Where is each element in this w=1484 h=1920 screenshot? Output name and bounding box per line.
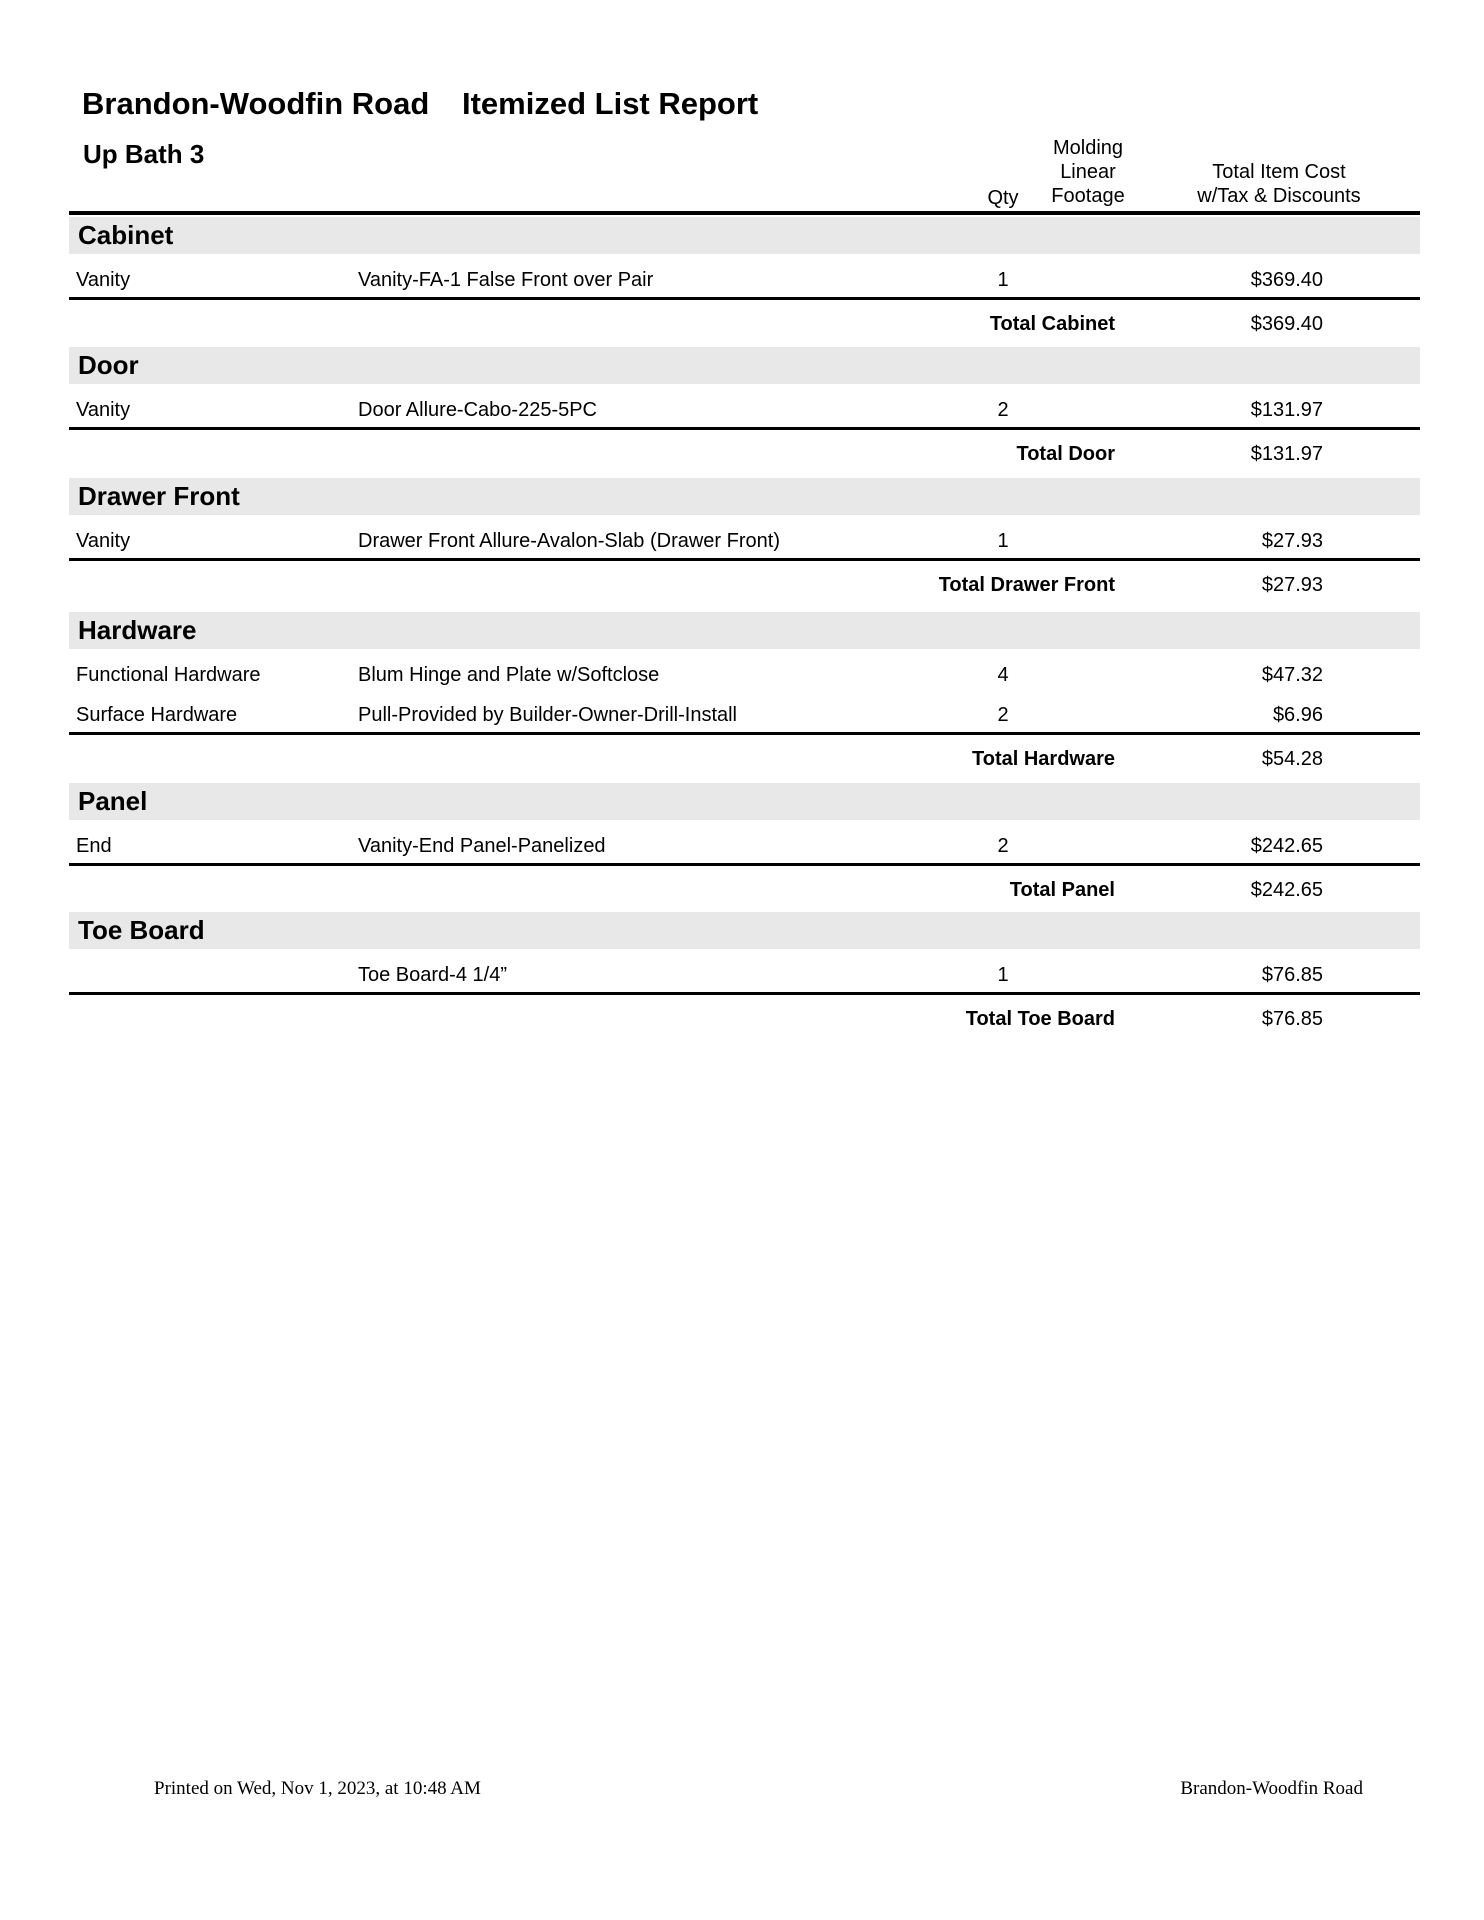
- item-cost: $242.65: [1250, 834, 1323, 857]
- section-rule: [69, 558, 1420, 561]
- section-rule: [69, 863, 1420, 866]
- section-total-row: [69, 309, 1420, 339]
- section-rule: [69, 297, 1420, 300]
- section-total-label: Total Hardware: [972, 747, 1115, 770]
- item-cost: $47.32: [1261, 663, 1323, 686]
- column-header-molding-line1: Molding: [1052, 137, 1124, 159]
- section-total-row: [69, 744, 1420, 774]
- column-header-total-cost: [1138, 160, 1420, 208]
- column-header-total-cost-line1: Total Item Cost: [1212, 161, 1346, 183]
- section-total-label: Total Door: [1016, 442, 1115, 465]
- section-header-band: [69, 783, 1420, 820]
- section-total-label: Total Toe Board: [965, 1007, 1115, 1030]
- section-title: Door: [78, 350, 139, 380]
- section-title: Drawer Front: [78, 481, 240, 511]
- item-type: Vanity: [76, 268, 131, 291]
- page-title-project: Brandon-Woodfin Road: [82, 86, 430, 121]
- item-description: Door Allure-Cabo-225-5PC: [358, 398, 598, 421]
- item-qty: 2: [997, 834, 1009, 857]
- section-header-band: [69, 612, 1420, 649]
- page-title-report-type: Itemized List Report: [462, 86, 759, 121]
- section-total-label: Total Cabinet: [989, 312, 1115, 335]
- item-description: Vanity-End Panel-Panelized: [358, 834, 606, 857]
- item-description: Pull-Provided by Builder-Owner-Drill-Install: [358, 703, 738, 726]
- item-description: Vanity-FA-1 False Front over Pair: [358, 268, 654, 291]
- column-header-qty: Qty: [987, 187, 1019, 209]
- section-total-value: $27.93: [1261, 573, 1323, 596]
- section-header-band: [69, 347, 1420, 384]
- table-row: [69, 264, 1420, 296]
- section-rule: [69, 992, 1420, 995]
- item-qty: 4: [997, 663, 1009, 686]
- section-total-row: [69, 570, 1420, 600]
- item-cost: $76.85: [1261, 963, 1323, 986]
- item-qty: 1: [997, 268, 1009, 291]
- item-description: Drawer Front Allure-Avalon-Slab (Drawer Front): [358, 529, 780, 552]
- table-row: [69, 525, 1420, 557]
- item-type: Surface Hardware: [76, 703, 238, 726]
- section-total-row: [69, 875, 1420, 905]
- item-cost: $6.96: [1272, 703, 1323, 726]
- item-qty: 2: [997, 703, 1009, 726]
- item-description: Toe Board-4 1/4”: [358, 963, 507, 986]
- header-rule: [69, 211, 1420, 215]
- section-total-value: $369.40: [1250, 312, 1323, 335]
- section-title: Cabinet: [78, 220, 174, 250]
- section-total-value: $131.97: [1250, 442, 1323, 465]
- section-header-band: [69, 912, 1420, 949]
- section-title: Panel: [78, 786, 148, 816]
- section-header-band: [69, 478, 1420, 515]
- section-total-row: [69, 1004, 1420, 1034]
- table-row: [69, 959, 1420, 991]
- section-total-label: Total Drawer Front: [938, 573, 1115, 596]
- section-title: Hardware: [78, 615, 197, 645]
- item-cost: $27.93: [1261, 529, 1323, 552]
- table-row: [69, 699, 1420, 731]
- item-qty: 1: [997, 529, 1009, 552]
- item-cost: $131.97: [1250, 398, 1323, 421]
- room-title: Up Bath 3: [83, 139, 205, 169]
- section-rule: [69, 732, 1420, 735]
- table-row: [69, 659, 1420, 691]
- section-title: Toe Board: [78, 915, 205, 945]
- item-type: Vanity: [76, 398, 131, 421]
- section-rule: [69, 427, 1420, 430]
- column-header-molding-line2: Linear: [1060, 161, 1116, 183]
- section-total-label: Total Panel: [1009, 878, 1115, 901]
- item-description: Blum Hinge and Plate w/Softclose: [358, 663, 660, 686]
- section-header-band: [69, 217, 1420, 254]
- column-header-molding-line3: Footage: [1051, 185, 1125, 207]
- item-type: End: [76, 834, 112, 857]
- item-type: Vanity: [76, 529, 131, 552]
- item-cost: $369.40: [1250, 268, 1323, 291]
- table-row: [69, 394, 1420, 426]
- item-type: Functional Hardware: [76, 663, 261, 686]
- item-qty: 1: [997, 963, 1009, 986]
- section-total-row: [69, 439, 1420, 469]
- footer-project-name: Brandon-Woodfin Road: [1180, 1778, 1363, 1799]
- section-total-value: $242.65: [1250, 878, 1323, 901]
- table-row: [69, 830, 1420, 862]
- item-qty: 2: [997, 398, 1009, 421]
- column-header-molding: [1038, 136, 1138, 208]
- footer-printed-timestamp: Printed on Wed, Nov 1, 2023, at 10:48 AM: [154, 1778, 481, 1799]
- section-total-value: $54.28: [1261, 747, 1323, 770]
- column-header-total-cost-line2: w/Tax & Discounts: [1197, 185, 1361, 207]
- section-total-value: $76.85: [1261, 1007, 1323, 1030]
